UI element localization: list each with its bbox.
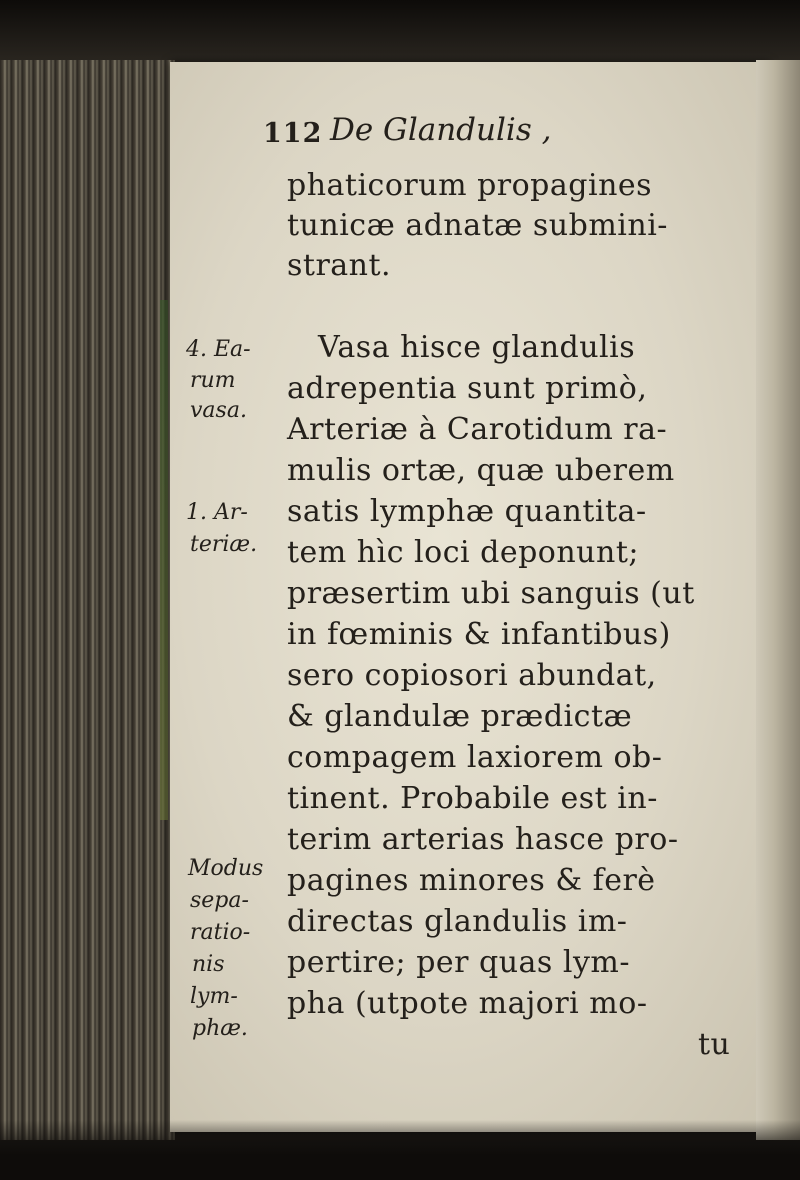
margin-note-line: 4. Ea- xyxy=(186,337,251,362)
margin-note-line: vasa. xyxy=(190,398,247,423)
margin-note-line: sepa- xyxy=(190,888,249,913)
body-line: tunicæ adnatæ submini- xyxy=(287,208,668,243)
margin-note-line: Modus xyxy=(188,856,264,881)
margin-note-line: rum xyxy=(190,368,236,393)
page-number: 112 xyxy=(263,118,323,149)
margin-note-line: teriæ. xyxy=(190,532,258,557)
margin-note-line: nis xyxy=(192,952,225,977)
margin-note-line: 1. Ar- xyxy=(186,500,248,525)
body-line: tem hìc loci deponunt; xyxy=(287,535,639,570)
body-line: satis lymphæ quantita- xyxy=(287,494,647,529)
margin-note-line: phæ. xyxy=(192,1016,248,1041)
body-line: Vasa hisce glandulis xyxy=(318,330,636,365)
body-line: præsertim ubi sanguis (ut xyxy=(287,576,695,611)
facing-page-strip xyxy=(756,60,800,1140)
body-line: Arteriæ à Carotidum ra- xyxy=(287,412,668,447)
body-line: adrepentia sunt primò, xyxy=(287,371,648,406)
bottom-shadow xyxy=(0,1120,800,1180)
body-line: & glandulæ prædictæ xyxy=(287,699,633,734)
body-line: pha (utpote majori mo- xyxy=(287,986,648,1021)
margin-note-line: ratio- xyxy=(190,920,251,945)
page-edges-left xyxy=(0,60,175,1140)
body-line: sero copiosori abundat, xyxy=(287,658,657,693)
body-line: compagem laxiorem ob- xyxy=(287,740,663,775)
body-line: phaticorum propagines xyxy=(287,168,653,203)
body-line: tinent. Probabile est in- xyxy=(287,781,658,816)
body-line: directas glandulis im- xyxy=(287,904,628,939)
body-line: pagines minores & ferè xyxy=(287,863,656,898)
page-edge-tint xyxy=(160,300,168,820)
body-line: pertire; per quas lym- xyxy=(287,945,630,980)
running-title: De Glandulis , xyxy=(330,112,552,148)
body-line: mulis ortæ, quæ uberem xyxy=(287,453,675,488)
body-line: tu xyxy=(698,1027,731,1062)
margin-note-line: lym- xyxy=(190,984,238,1009)
body-line: terim arterias hasce pro- xyxy=(287,822,679,857)
body-line: in fœminis & infantibus) xyxy=(287,617,671,652)
body-line: strant. xyxy=(287,248,392,283)
